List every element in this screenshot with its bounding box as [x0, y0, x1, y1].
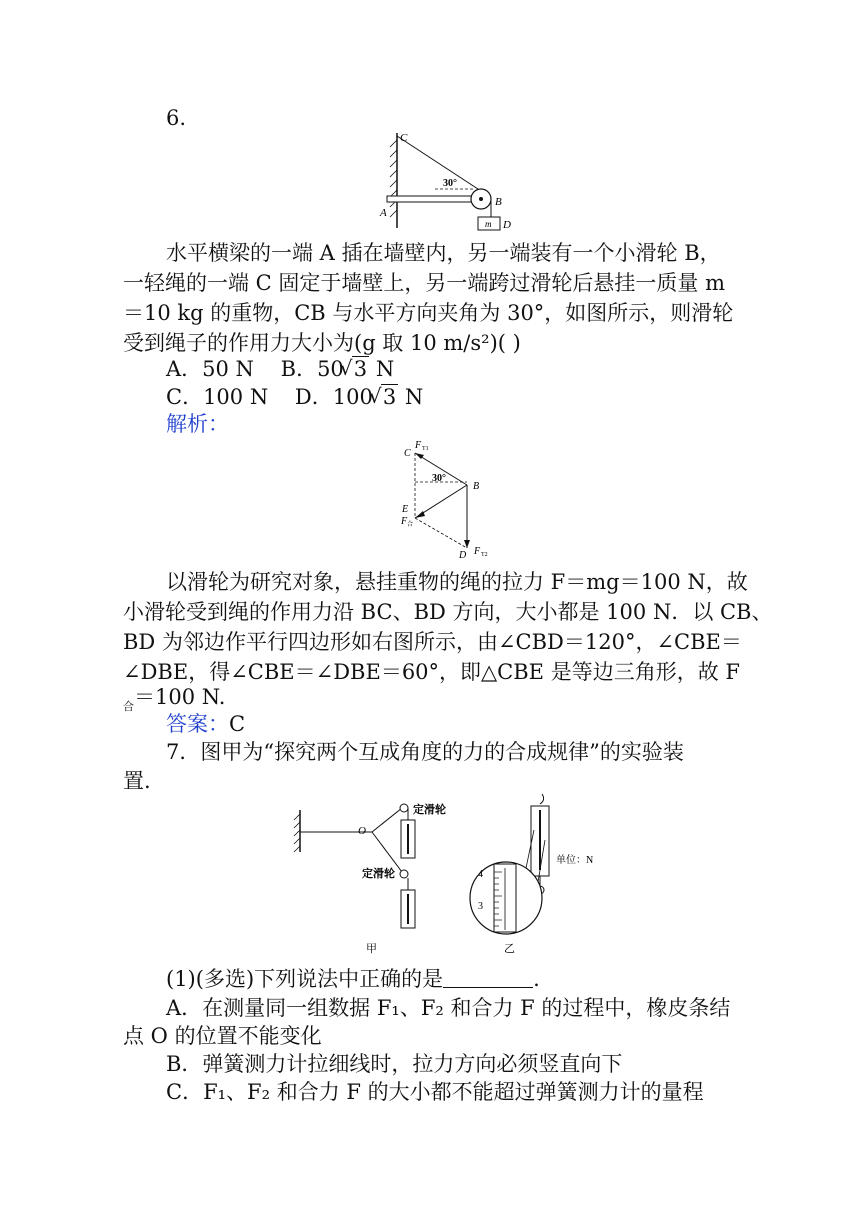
q7-option-b: B．弹簧测力计拉细线时，拉力方向必须竖直向下 [166, 1052, 623, 1076]
pulley-label-top: 定滑轮 [413, 804, 446, 816]
fig2-angle: 30° [432, 473, 446, 484]
fig2-label-FT2: F [474, 546, 481, 557]
q6-options-row-1 [166, 356, 394, 382]
label-D: D [503, 219, 511, 231]
q6-options-row-2 [166, 384, 423, 410]
fig2-label-FT1: F [415, 440, 422, 451]
analysis-label: 解析： [166, 412, 229, 436]
fig2-label-Fhe-sub: 合 [407, 522, 414, 528]
fig2-label-Fhe: F [401, 516, 408, 527]
figure-force-parallelogram [397, 438, 507, 563]
q6-text-1: 水平横梁的一端 A 插在墙壁内，另一端装有一个小滑轮 B， [166, 241, 721, 265]
option-a: A．50 N [166, 357, 254, 381]
answer-blank[interactable] [443, 969, 533, 988]
option-c: C．100 N [166, 385, 269, 409]
fig2-label-C: C [404, 448, 411, 459]
q7-text-1: 7．图甲为“探究两个互成角度的力的合成规律”的实验装 [166, 740, 684, 764]
q7-part1: (1)(多选)下列说法中正确的是 . [166, 967, 540, 991]
fig2-label-B: B [473, 481, 480, 492]
fig2-label-E: E [402, 504, 409, 515]
fig2-label-FT1-sub: T1 [422, 446, 429, 452]
angle-label: 30° [443, 178, 457, 189]
fig2-label-D: D [459, 550, 467, 561]
solution-line-3: BD 为邻边作平行四边形如右图所示，由∠CBD＝120°，∠CBE＝ [123, 630, 742, 654]
answer-line [166, 711, 245, 737]
point-O-label: O [358, 825, 366, 837]
label-jia: 甲 [366, 943, 377, 955]
option-b: B．50√ 3 N [281, 357, 395, 381]
q7-option-a-line-1: A．在测量同一组数据 F₁、F₂ 和合力 F 的过程中，橡皮条结 [166, 996, 731, 1020]
unit-label: 单位：N [556, 855, 594, 866]
figure-force-experiment [290, 790, 610, 960]
answer-value: C [229, 712, 246, 736]
fig2-label-FT2-sub: T2 [481, 552, 488, 558]
q7-option-c: C．F₁、F₂ 和合力 F 的大小都不能超过弹簧测力计的量程 [166, 1080, 704, 1104]
label-A: A [380, 207, 387, 219]
label-B: B [495, 196, 502, 208]
figure-beam-pulley [375, 128, 525, 238]
label-C: C [400, 132, 408, 144]
mass-label: m [485, 219, 492, 229]
q7-text-2: 置. [123, 769, 151, 793]
question-6-number: 6. [166, 106, 187, 130]
tick-4: 4 [478, 869, 483, 880]
q7-option-a-line-2: 点 O 的位置不能变化 [123, 1024, 322, 1048]
solution-line-5: $_合$＝100 N. [123, 685, 226, 713]
solution-line-2: 小滑轮受到绳的作用力沿 BC、BD 方向，大小都是 100 N．以 CB、 [123, 600, 773, 624]
q6-text-4: 受到绳子的作用力大小为(g 取 10 m/s²)( ) [123, 331, 521, 355]
tick-3: 3 [478, 901, 483, 912]
answer-label: 答案： [166, 712, 229, 736]
option-d: D．100√ 3 N [295, 385, 423, 409]
label-yi: 乙 [504, 943, 515, 955]
solution-line-4: ∠DBE，得∠CBE＝∠DBE＝60°，即△CBE 是等边三角形，故 F [123, 660, 740, 684]
pulley-label-bottom: 定滑轮 [362, 868, 395, 880]
q6-text-3: ＝10 kg 的重物，CB 与水平方向夹角为 30°，如图所示，则滑轮 [123, 301, 734, 325]
q6-text-2: 一轻绳的一端 C 固定于墙壁上，另一端跨过滑轮后悬挂一质量 m [123, 271, 726, 295]
solution-line-1: 以滑轮为研究对象，悬挂重物的绳的拉力 F＝mg＝100 N，故 [166, 570, 748, 594]
